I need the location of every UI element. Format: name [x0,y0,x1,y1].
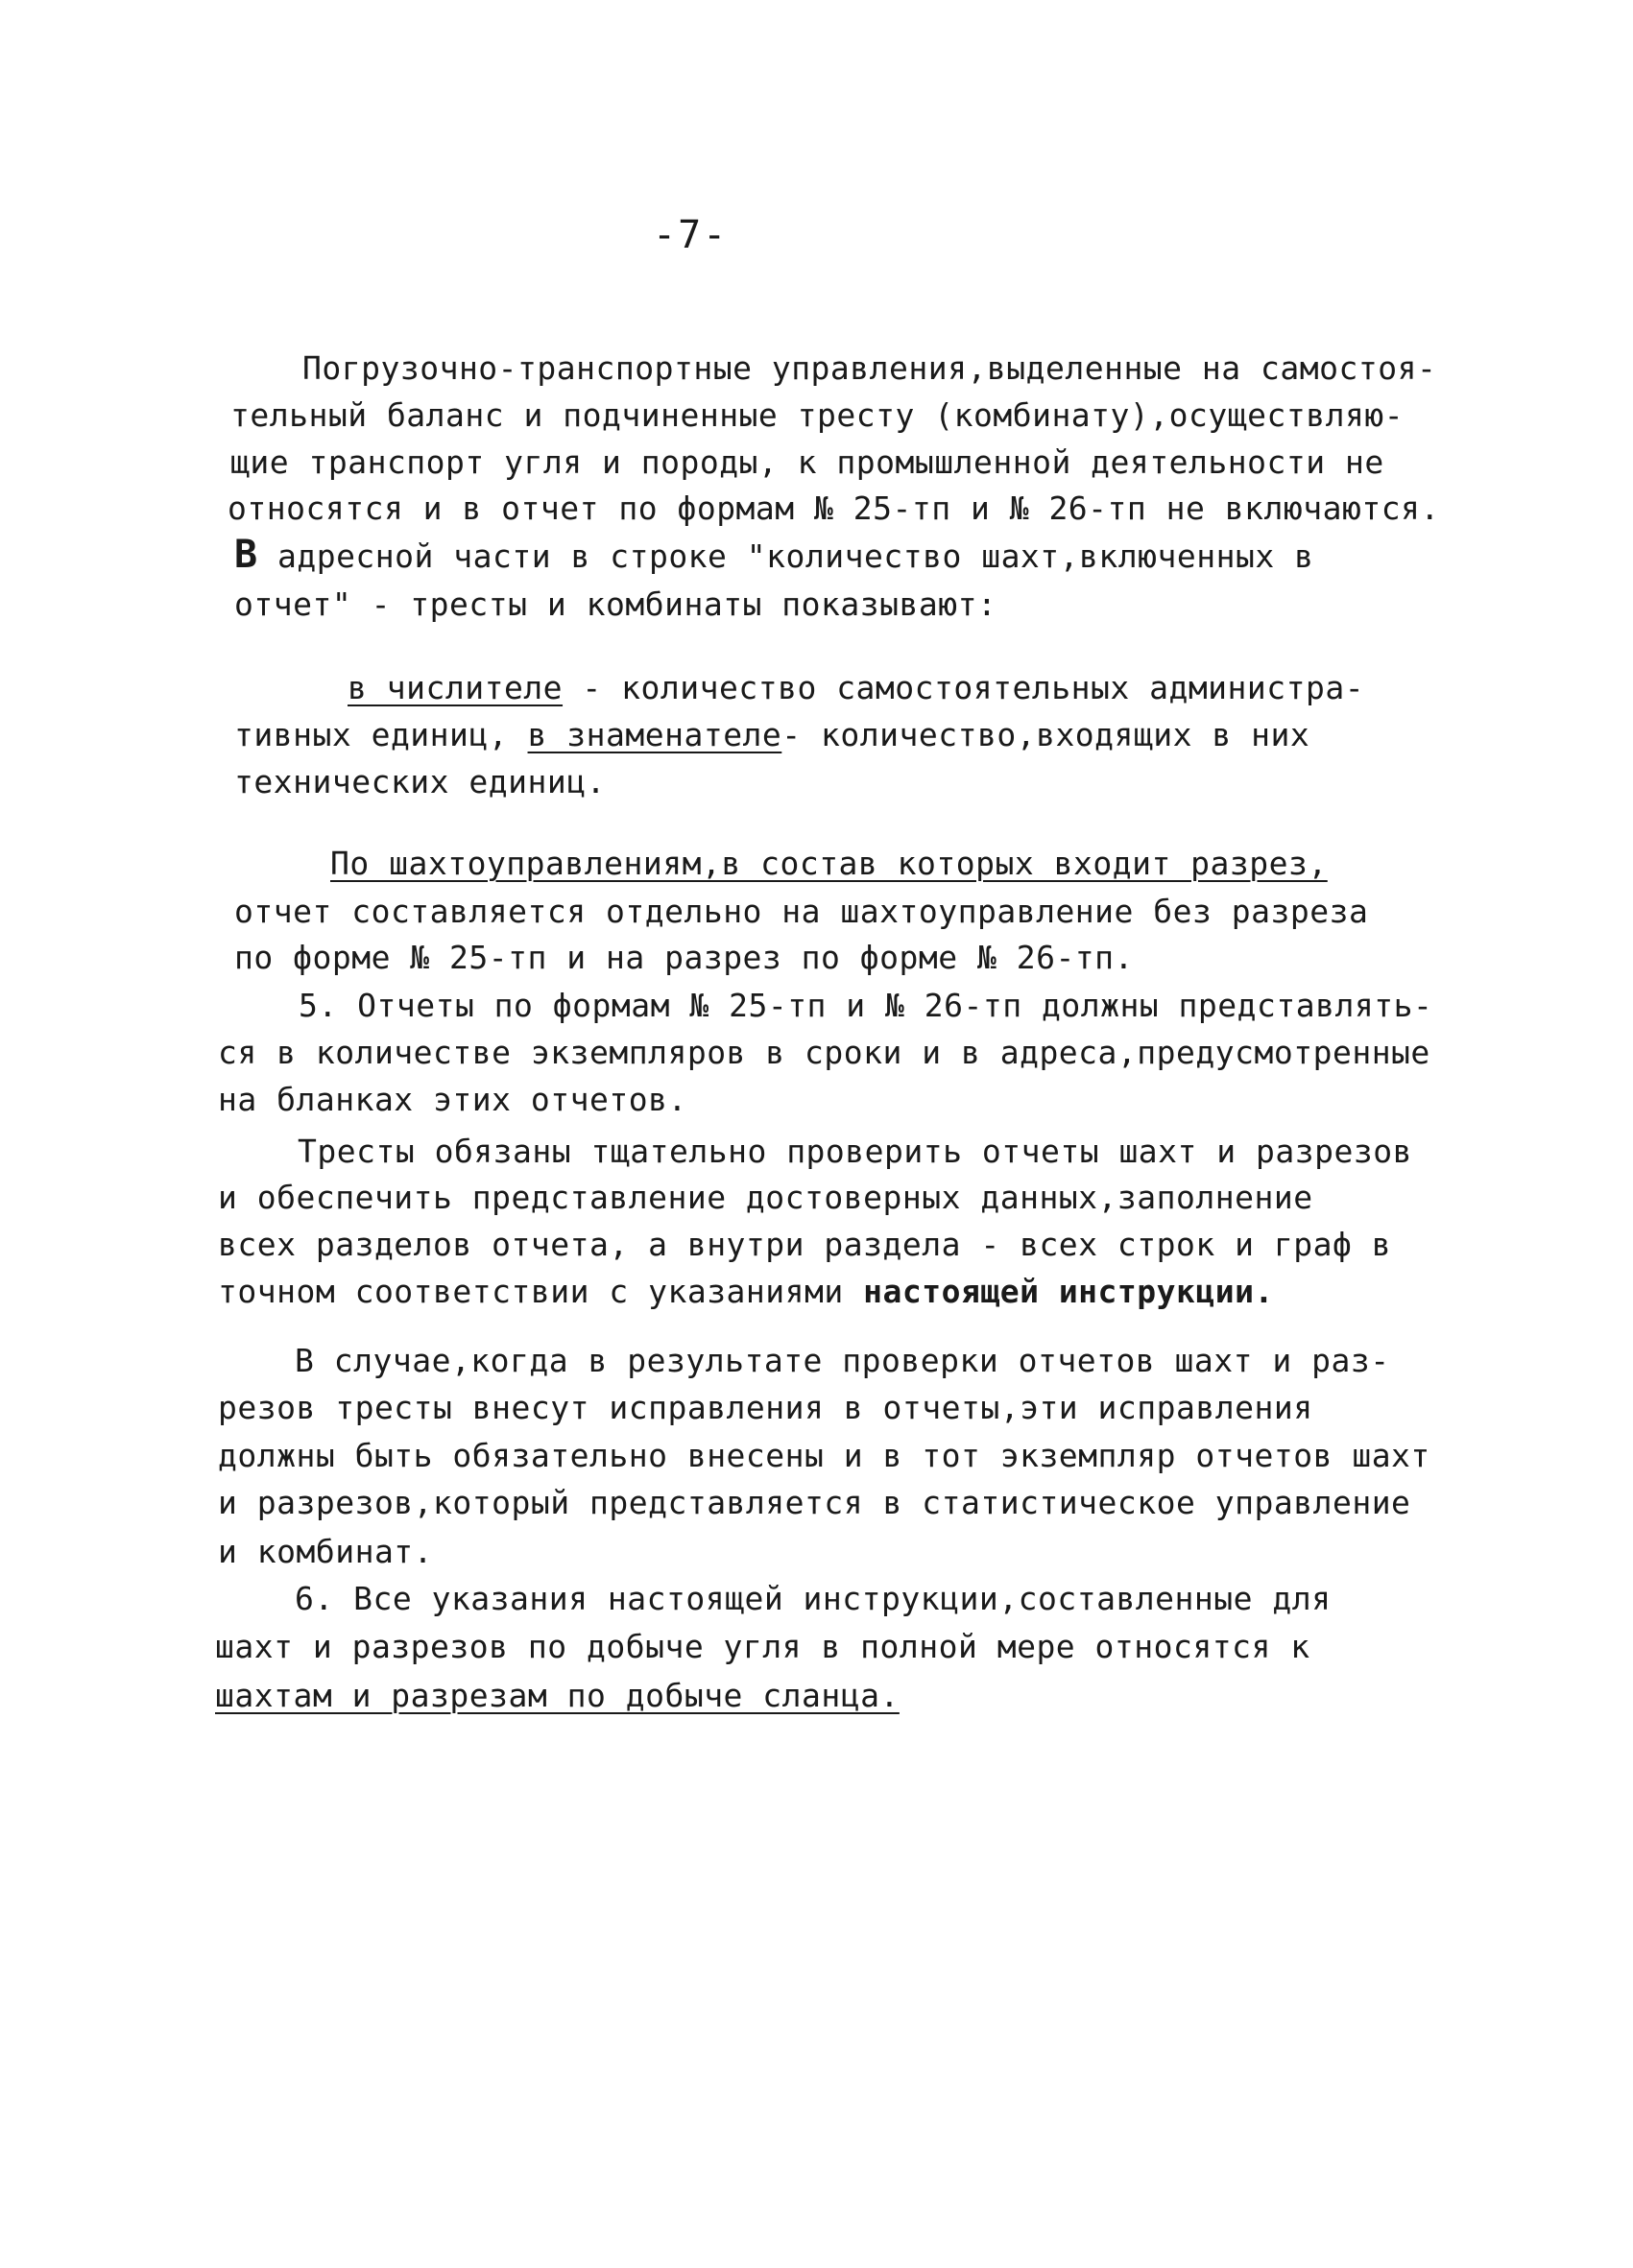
text-line: 6. Все указания настоящей инструкции,составленные для [295,1580,1332,1617]
text-line: относятся и в отчет по формам № 25-тп и № 26-тп не включаются. [228,489,1440,527]
text-line [218,1273,1274,1311]
text-line [234,533,1314,577]
text-line: щие транспорт угля и породы, к промышленной деятельности не [230,443,1384,481]
text-span: - количество самостоятельных администра- [563,669,1365,706]
underlined-sentence: шахтам и разрезам по добыче сланца. [215,1677,900,1714]
underlined-sentence: По шахтоуправлениям,в состав которых входит разрез, [330,845,1328,882]
text-line: всех разделов отчета, а внутри раздела - всех строк и граф в [218,1226,1392,1263]
text-line: и разрезов,который представляется в статистическое управление [218,1484,1411,1521]
text-line: ся в количестве экземпляров в сроки и в адреса,предусмотренные [218,1034,1430,1071]
text-line: В случае,когда в результате проверки отчетов шахт и раз- [295,1342,1390,1379]
underlined-term: в числителе [348,669,564,706]
text-line [234,716,1309,754]
text-span: адресной части в строке "количество шахт,включенных в [257,537,1314,575]
text-line: должны быть обязательно внесены и в тот экземпляр отчетов шахт [218,1437,1430,1474]
text-line: тельный баланс и подчиненные тресту (комбинату),осуществляю- [230,396,1405,434]
text-span: точном соответствии с указаниями [218,1273,864,1310]
text-line: Тресты обязаны тщательно проверить отчеты шахт и разрезов [298,1133,1412,1170]
text-line: резов тресты внесут исправления в отчеты,эти исправления [218,1389,1313,1426]
text-line [348,669,1364,707]
bold-text: настоящей инструкции. [863,1273,1274,1310]
text-line: и комбинат. [218,1533,434,1570]
text-line: 5. Отчеты по формам № 25-тп и № 26-тп должны представлять- [299,987,1433,1024]
text-span: тивных единиц, [234,716,528,753]
text-line: шахт и разрезов по добыче угля в полной мере относятся к [215,1628,1310,1665]
text-line: и обеспечить представление достоверных данных,заполнение [218,1179,1313,1216]
text-line: Погрузочно-транспортные управления,выделенные на самостоя- [302,349,1437,387]
strikeover-letter: В [234,533,258,577]
underlined-term: в знаменателе [527,716,782,753]
text-line: на бланках этих отчетов. [218,1081,687,1118]
text-line [330,845,1328,883]
text-line: по форме № 25-тп и на разрез по форме № 26-тп. [234,939,1134,976]
text-line [215,1677,900,1715]
text-span: - количество,входящих в них [781,716,1310,753]
text-line: отчет составляется отдельно на шахтоуправление без разреза [234,893,1369,930]
text-line: отчет" - тресты и комбинаты показывают: [234,585,997,623]
text-line: технических единиц. [234,763,606,800]
page-number: -7- [653,213,729,257]
